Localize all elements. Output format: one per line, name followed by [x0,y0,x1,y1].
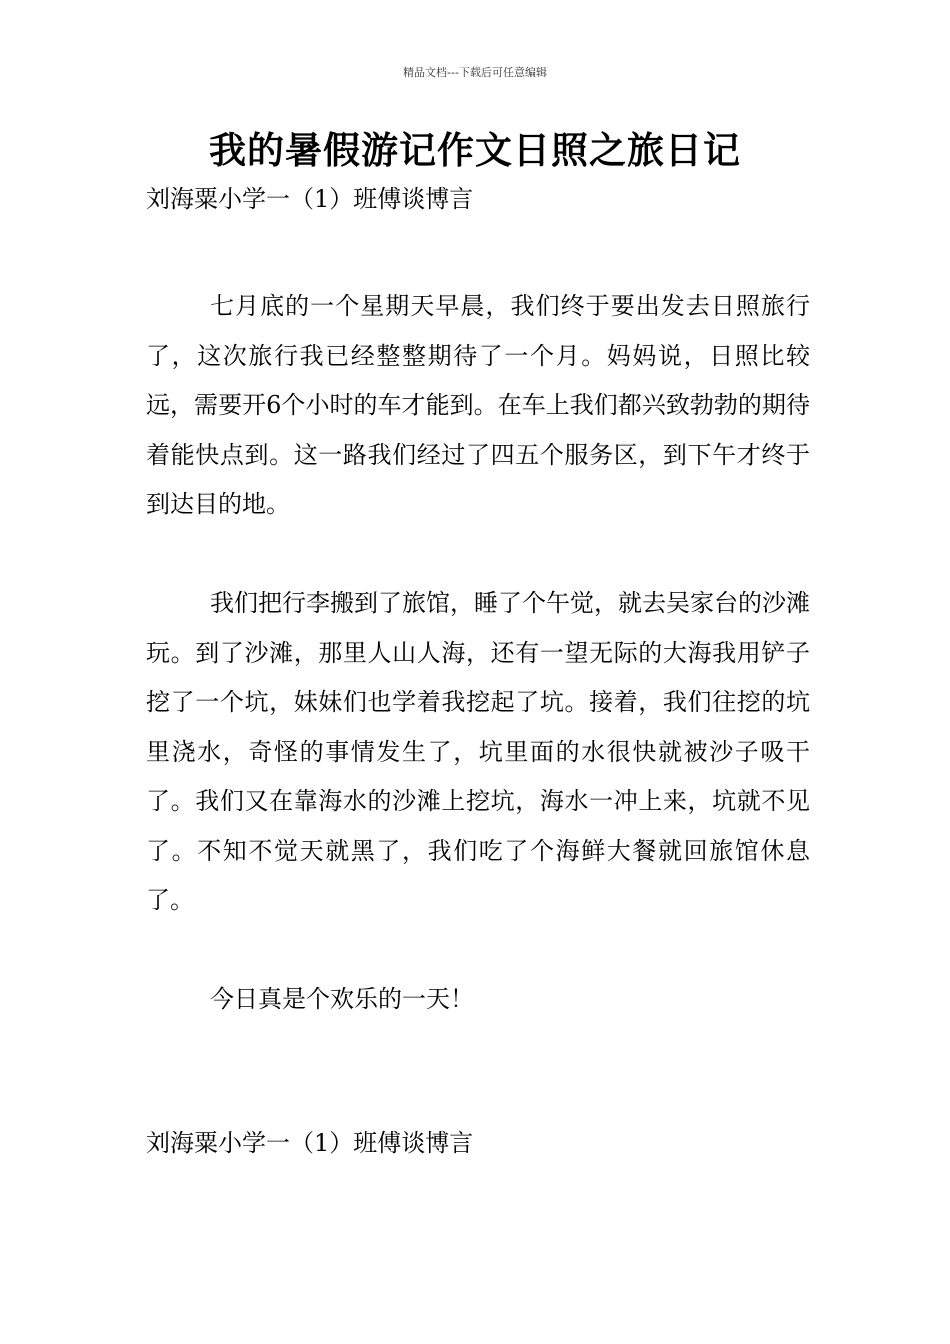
author-byline-bottom: 刘海粟小学一（1）班傅谈博言 [146,1129,474,1157]
essay-body [146,282,810,1025]
author-byline-top: 刘海粟小学一（1）班傅谈博言 [146,185,474,213]
paragraph-1: 七月底的一个星期天早晨，我们终于要出发去日照旅行了，这次旅行我已经整整期待了一个月。妈妈说，日照比较远，需要开6个小时的车才能到。在车上我们都兴致勃勃的期待着能快点到。这一路我们经过了四五个服务区，到下午才终于到达目的地。 [146,292,810,518]
header-note: 精品文档---下载后可任意编辑 [403,66,547,79]
paragraph-3: 今日真是个欢乐的一天！ [210,985,474,1013]
document-title: 我的暑假游记作文日照之旅日记 [209,129,741,172]
paragraph-2: 我们把行李搬到了旅馆，睡了个午觉，就去吴家台的沙滩玩。到了沙滩，那里人山人海，还有一望无际的大海我用铲子挖了一个坑，妹妹们也学着我挖起了坑。接着，我们往挖的坑里浇水，奇怪的事情发生了，坑里面的水很快就被沙子吸干了。我们又在靠海水的沙滩上挖坑，海水一冲上来，坑就不见了。不知不觉天就黑了，我们吃了个海鲜大餐就回旅馆休息了。 [146,589,810,914]
